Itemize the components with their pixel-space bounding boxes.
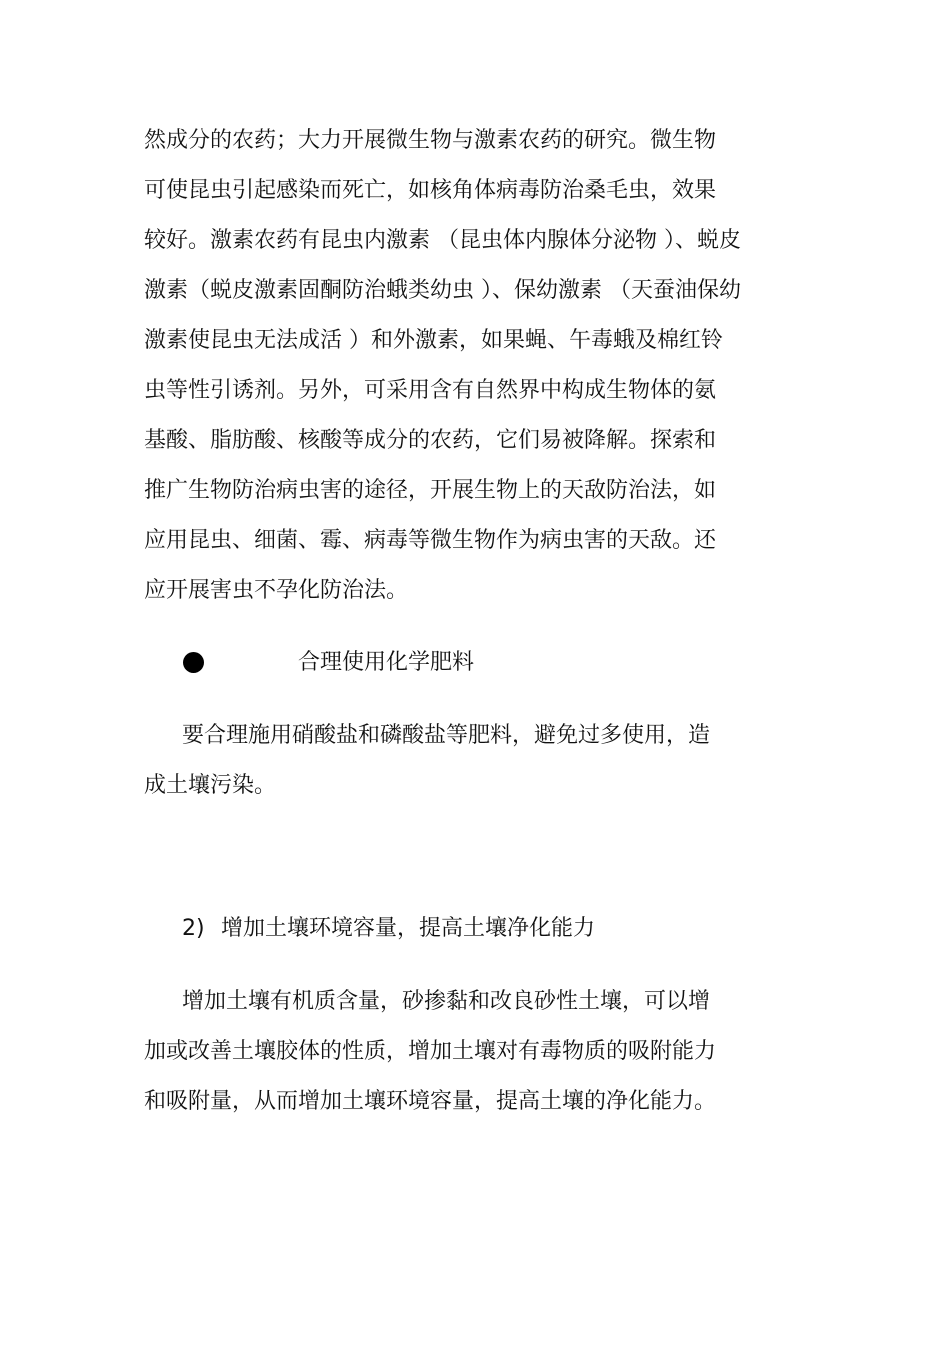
section-title: 增加土壤环境容量，提高土壤净化能力 <box>221 916 596 941</box>
bullet-dot-icon <box>183 652 204 673</box>
section-number: 2) <box>182 916 205 941</box>
paragraph-line: 虫等性引诱剂。另外，可采用含有自然界中构成生物体的氨 <box>144 378 717 403</box>
paragraph-line: 激素使昆虫无法成活 ）和外激素，如果蝇、午毒蛾及棉红铃 <box>144 328 723 353</box>
paragraph-line: 应开展害虫不孕化防治法。 <box>144 578 409 603</box>
paragraph-line: 推广生物防治病虫害的途径，开展生物上的天敌防治法，如 <box>144 478 717 503</box>
paragraph-line: 要合理施用硝酸盐和磷酸盐等肥料，避免过多使用，造 <box>182 723 711 748</box>
paragraph-line: 激素（蜕皮激素固酮防治蛾类幼虫 ）、保幼激素 （天蚕油保幼 <box>144 278 741 303</box>
paragraph-line: 和吸附量，从而增加土壤环境容量，提高土壤的净化能力。 <box>144 1089 717 1114</box>
bullet-title: 合理使用化学肥料 <box>298 650 475 675</box>
paragraph-line: 成土壤污染。 <box>144 773 277 798</box>
paragraph-line: 增加土壤有机质含量，砂掺黏和改良砂性土壤，可以增 <box>182 989 711 1014</box>
paragraph-line: 然成分的农药；大力开展微生物与激素农药的研究。微生物 <box>144 128 717 153</box>
paragraph-line: 可使昆虫引起感染而死亡，如核角体病毒防治桑毛虫，效果 <box>144 178 717 203</box>
paragraph-line: 基酸、脂肪酸、核酸等成分的农药，它们易被降解。探索和 <box>144 428 717 453</box>
paragraph-line: 应用昆虫、细菌、霉、病毒等微生物作为病虫害的天敌。还 <box>144 528 717 553</box>
paragraph-line: 加或改善土壤胶体的性质，增加土壤对有毒物质的吸附能力 <box>144 1039 717 1064</box>
paragraph-line: 较好。激素农药有昆虫内激素 （昆虫体内腺体分泌物 ）、蜕皮 <box>144 228 741 253</box>
